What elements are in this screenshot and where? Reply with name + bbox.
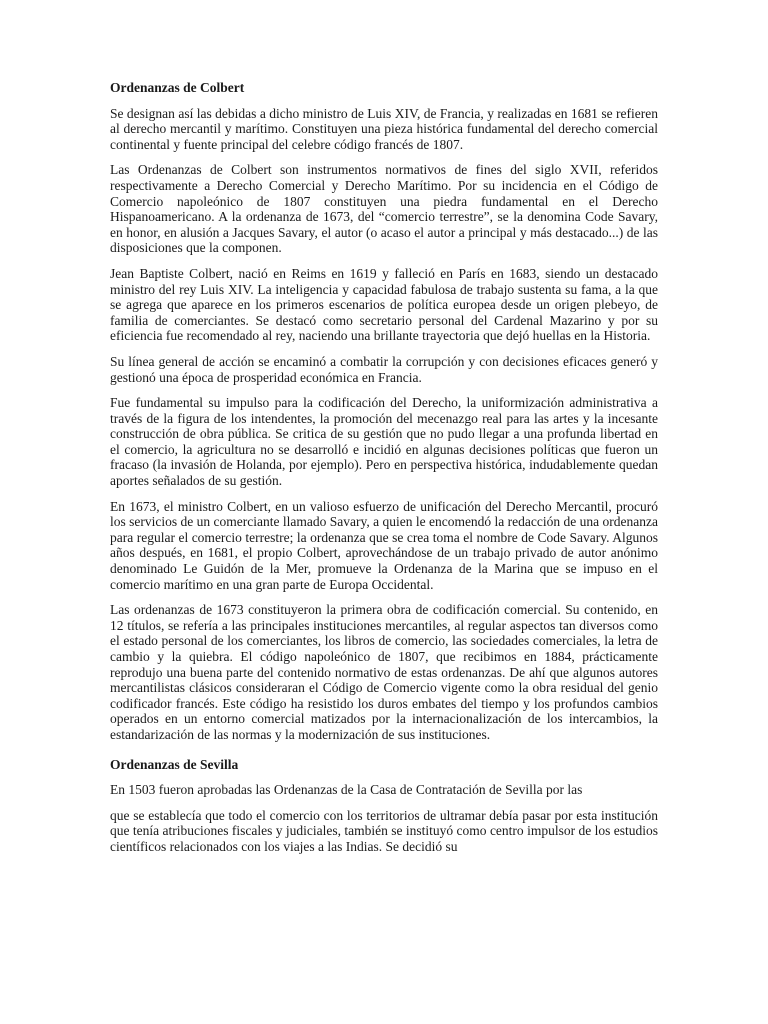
paragraph: En 1673, el ministro Colbert, en un valioso esfuerzo de unificación del Derecho Mercantil, procuró los servicios de un comerciante llamado Savary, a quien le encomendó la redacción de una ordenanza para regular el comercio terrestre; la ordenanza que se crea toma el nombre de Code Savary. Algunos años después, en 1681, el propio Colbert, aprovechándose de un trabajo privado de autor anónimo denominado Le Guidón de la Mer, promueve la Ordenanza de la Marina que se impuso en el comercio marítimo en una gran parte de Europa Occidental. [110, 498, 658, 592]
paragraph: En 1503 fueron aprobadas las Ordenanzas de la Casa de Contratación de Sevilla por las [110, 782, 583, 798]
section-title-colbert: Ordenanzas de Colbert [110, 80, 245, 95]
paragraph: Se designan así las debidas a dicho ministro de Luis XIV, de Francia, y realizadas en 1681 se refieren al derecho mercantil y marítimo. Constituyen una pieza histórica fundamental del derecho comercial continental y fuente principal del celebre código francés de 1807. [110, 105, 658, 152]
paragraph: Jean Baptiste Colbert, nació en Reims en 1619 y falleció en París en 1683, siendo un destacado ministro del rey Luis XIV. La inteligencia y capacidad fabulosa de trabajo sustenta su fama, a la que se agrega que aparece en los primeros escenarios de política europea desde un origen plebeyo, de familia de comerciantes. Se destacó como secretario personal del Cardenal Mazarino y por su eficiencia fue recomendado al rey, naciendo una brillante trayectoria que dejó huellas en la Historia. [110, 265, 658, 344]
paragraph: Las ordenanzas de 1673 constituyeron la primera obra de codificación comercial. Su contenido, en 12 títulos, se refería a las principales instituciones mercantiles, al regular aspectos tan diversos como el estado personal de los comerciantes, los libros de comercio, las sociedades comerciales, la letra de cambio y la quiebra. El código napoleónico de 1807, que recibimos en 1884, prácticamente reprodujo una buena parte del contenido normativo de estas ordenanzas. De ahí que algunos autores mercantilistas clásicos consideraran el Código de Comercio vigente como la obra residual del genio codificador francés. Este código ha resistido los duros embates del tiempo y los profundos cambios operados en un entorno comercial matizados por la internacionalización de los intercambios, la estandarización de las normas y la modernización de sus instituciones. [110, 602, 658, 742]
paragraph: Su línea general de acción se encaminó a combatir la corrupción y con decisiones eficaces generó y gestionó una época de prosperidad económica en Francia. [110, 353, 658, 385]
paragraph: Fue fundamental su impulso para la codificación del Derecho, la uniformización administrativa a través de la figura de los intendentes, la promoción del mecenazgo real para las artes y la incesante construcción de obra pública. Se critica de su gestión que no pudo llegar a una profunda libertad en el comercio, la agricultura no se desarrolló e incidió en algunas decisiones políticas que fueron un fracaso (la invasión de Holanda, por ejemplo). Pero en perspectiva histórica, indudablemente quedan aportes señalados de su gestión. [110, 395, 658, 489]
document-page [110, 80, 658, 865]
section-title-sevilla: Ordenanzas de Sevilla [110, 756, 239, 772]
paragraph: Las Ordenanzas de Colbert son instrumentos normativos de fines del siglo XVII, referidos respectivamente a Derecho Comercial y Derecho Marítimo. Por su incidencia en el Código de Comercio napoleónico de 1807 constituyen una piedra fundamental en el Derecho Hispanoamericano. A la ordenanza de 1673, del “comercio terrestre”, se la denomina Code Savary, en honor, en alusión a Jacques Savary, el autor (o acaso el autor a principal y más destacado...) de las disposiciones que la componen. [110, 162, 658, 256]
paragraph: que se establecía que todo el comercio con los territorios de ultramar debía pasar por esta institución que tenía atribuciones fiscales y judiciales, también se instituyó como centro impulsor de los estudios científicos relacionados con los viajes a las Indias. Se decidió su [110, 807, 658, 854]
